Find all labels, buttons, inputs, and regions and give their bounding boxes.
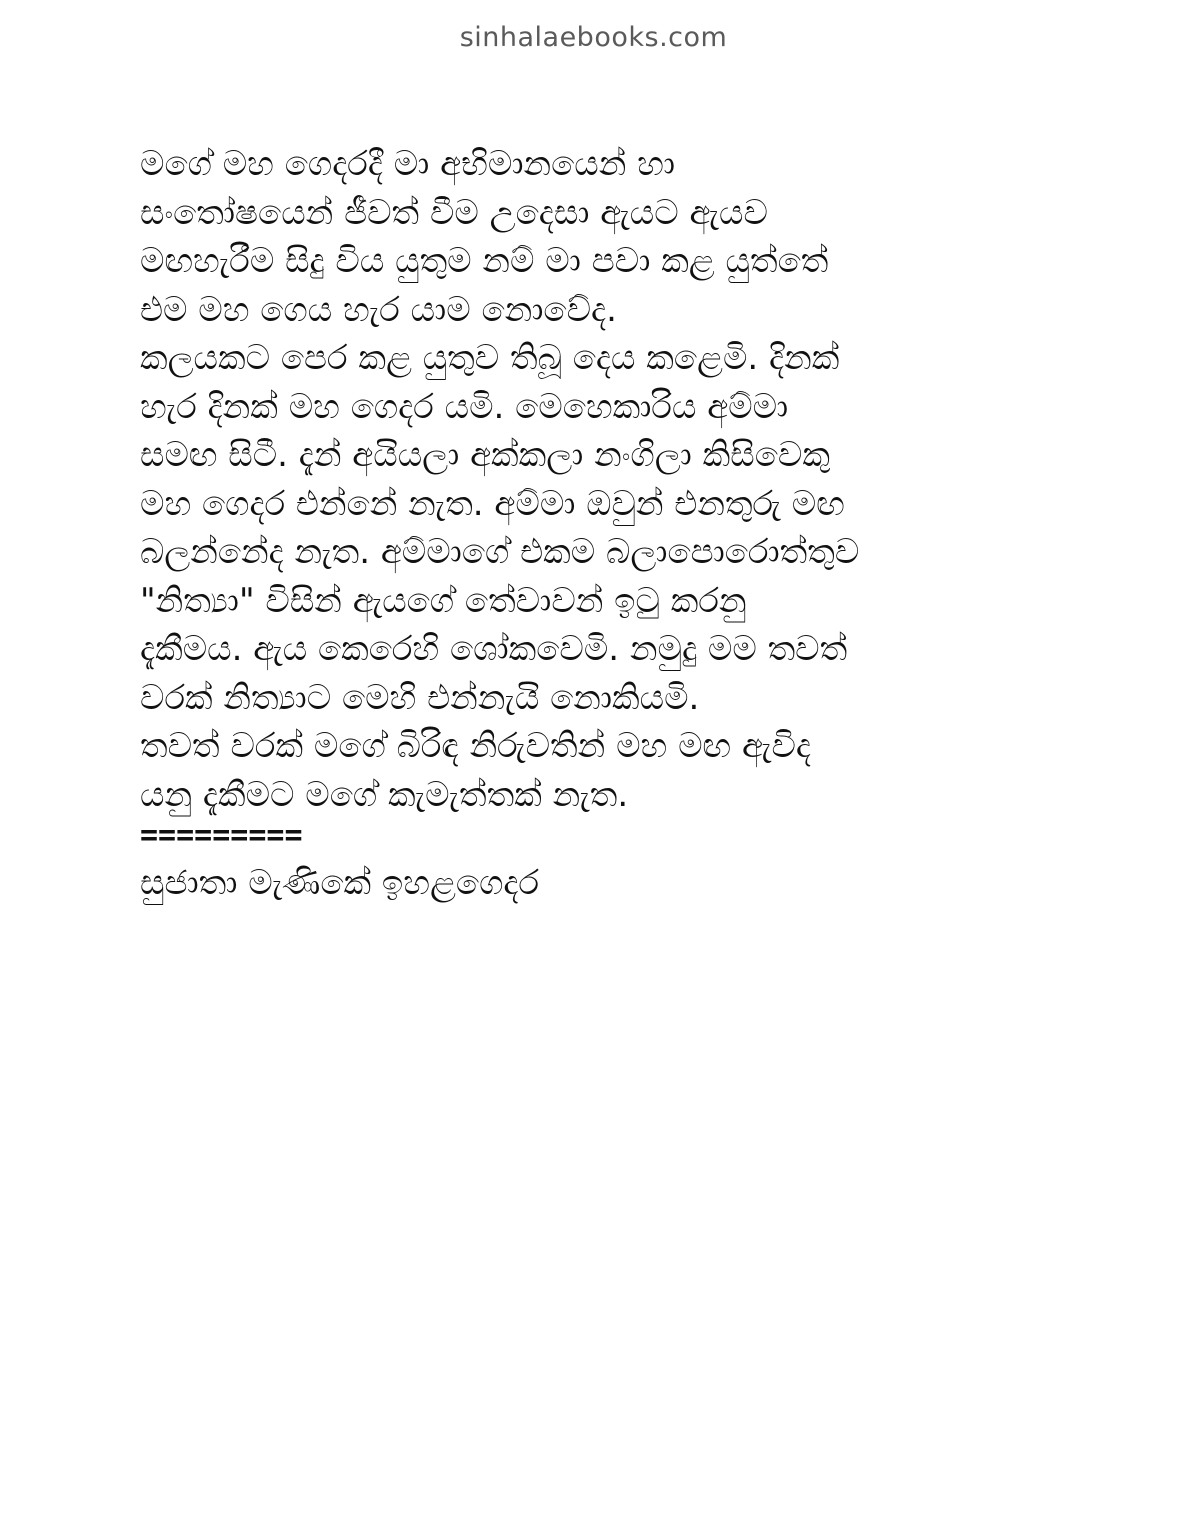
text-line: කලයකට පෙර කළ යුතුව තිබූ දෙය කළෙමි. දිනක් [140,338,840,378]
text-line: වරක් නිත්‍යාට මෙහි එන්නැයි නොකියමි. [140,677,700,718]
text-line: මගේ මහ ගෙදරදී මා අභිමානයෙන් හා [140,144,676,184]
text-line: සංතෝෂයෙන් ජීවත් වීම උදෙසා ඇයට ඇයව [140,192,768,233]
text-line: තවත් වරක් මගේ බිරිඳ නිරුවතින් මහ මඟ ඇවිද [140,726,811,766]
text-line: මහ ගෙදර එන්නේ නැත. අම්මා ඔවුන් එනතුරු මඟ [140,483,845,524]
text-line: යනු දැකීමට මගේ කැමැත්තක් නැත. [140,774,629,815]
story-text [140,140,1040,913]
text-line: හැර දිනක් මහ ගෙදර යමි. මෙහෙකාරිය අම්මා [140,386,789,427]
text-line: මඟහැරීම සිදු විය යුතුම නම් මා පවා කළ යුත්තේ [140,241,829,281]
text-line: දැකීමය. ඇය කෙරෙහි ශෝකවෙමි. නමුදු මම තවත් [140,629,848,669]
text-line: එම මහ ගෙය හැර යාම නොවේද. [140,289,617,330]
author-name: සුජාතා මැණිකේ ඉහළගෙදර [140,863,540,903]
text-line: බලන්නේද නැත. අම්මාගේ එකම බලාපොරොත්තුව [140,532,860,572]
site-watermark: sinhalaebooks.com [459,22,728,53]
text-line: සමඟ සිටී. දැන් අයියලා අක්කලා නංගිලා කිසිවෙකු [140,435,830,475]
section-separator: ========= [140,818,303,853]
text-line: "නිත්‍යා" විසින් ඇයගේ තේවාවන් ඉටු කරනු [140,580,747,621]
